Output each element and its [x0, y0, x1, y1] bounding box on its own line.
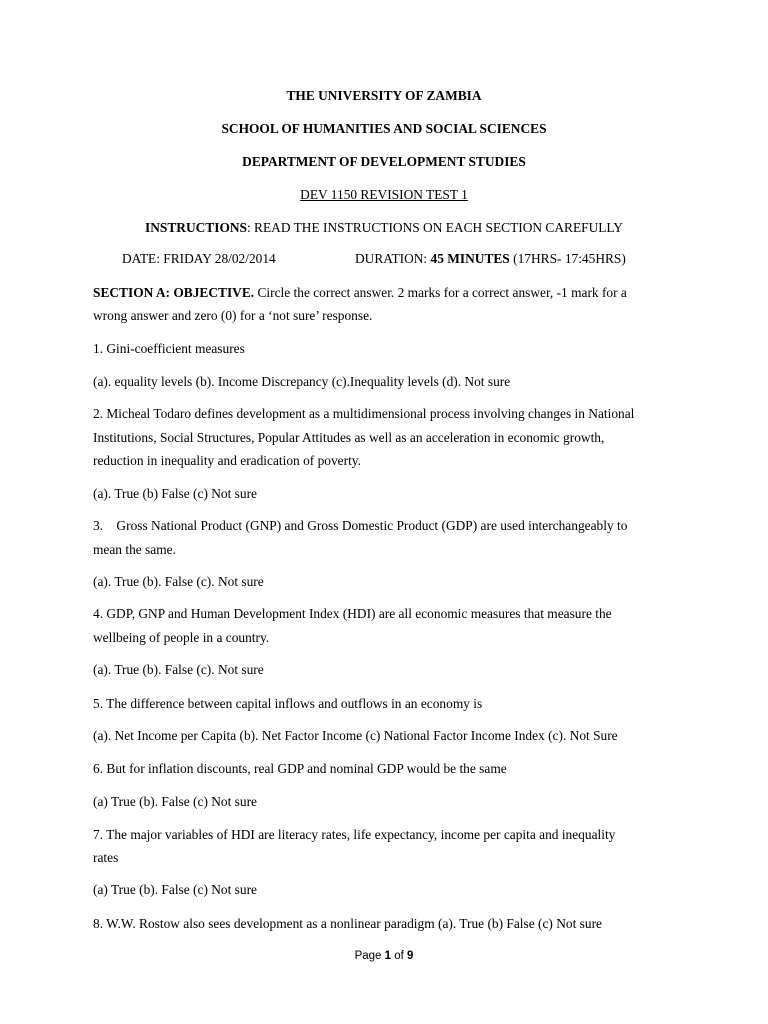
- page-word: Page: [354, 950, 385, 962]
- section-a-instruction: [93, 286, 627, 299]
- question-1-options: (a). equality levels (b). Income Discrepancy (c).Inequality levels (d). Not sure: [93, 374, 511, 389]
- question-4-text: 4. GDP, GNP and Human Development Index (HDI) are all economic measures that measure the: [93, 606, 612, 621]
- test-title-text: DEV 1150 REVISION TEST 1: [300, 187, 468, 202]
- question-5-text: 5. The difference between capital inflows and outflows in an economy is: [93, 696, 483, 711]
- duration-value: 45 MINUTES: [430, 251, 510, 266]
- page-current: 1: [384, 950, 392, 962]
- question-8-text: 8. W.W. Rostow also sees development as a nonlinear paradigm (a). True (b) False (c) Not sure: [93, 916, 602, 931]
- question-7-text-line2: rates: [93, 850, 119, 865]
- page-footer: [0, 951, 768, 963]
- question-7-text: 7. The major variables of HDI are literacy rates, life expectancy, income per capita and inequality: [93, 827, 616, 842]
- duration-time: (17HRS- 17:45HRS): [509, 251, 626, 266]
- question-6-options: (a) True (b). False (c) Not sure: [93, 794, 257, 809]
- school-title: SCHOOL OF HUMANITIES AND SOCIAL SCIENCES: [221, 121, 547, 136]
- duration-label: DURATION:: [355, 251, 431, 266]
- question-3-text: 3. Gross National Product (GNP) and Gross Domestic Product (GDP) are used interchangeably to: [93, 518, 628, 533]
- question-2-text: 2. Micheal Todaro defines development as a multidimensional process involving changes in National: [93, 406, 635, 421]
- section-a-instruction-cont: wrong answer and zero (0) for a ‘not sure’ response.: [93, 308, 373, 323]
- question-1-text: 1. Gini-coefficient measures: [93, 341, 245, 356]
- question-4-text-line2: wellbeing of people in a country.: [93, 630, 270, 645]
- question-4-options: (a). True (b). False (c). Not sure: [93, 662, 264, 677]
- page-total: 9: [407, 950, 414, 962]
- question-2-text-line3: reduction in inequality and eradication of poverty.: [93, 453, 361, 468]
- test-title: [0, 188, 768, 201]
- question-3-text-line2: mean the same.: [93, 542, 176, 557]
- exam-date: DATE: FRIDAY 28/02/2014: [122, 251, 276, 266]
- department-title: DEPARTMENT OF DEVELOPMENT STUDIES: [242, 154, 526, 169]
- instructions-text: : READ THE INSTRUCTIONS ON EACH SECTION CAREFULLY: [246, 220, 623, 235]
- question-7-options: (a) True (b). False (c) Not sure: [93, 882, 257, 897]
- question-2-options: (a). True (b) False (c) Not sure: [93, 486, 257, 501]
- section-a-label: SECTION A: OBJECTIVE.: [93, 285, 255, 300]
- university-title: THE UNIVERSITY OF ZAMBIA: [286, 88, 482, 103]
- of-word: of: [391, 950, 408, 962]
- question-2-text-line2: Institutions, Social Structures, Popular Attitudes as well as an acceleration in economic growth,: [93, 430, 605, 445]
- question-3-options: (a). True (b). False (c). Not sure: [93, 574, 264, 589]
- section-a-instruction-text: Circle the correct answer. 2 marks for a correct answer, -1 mark for a: [254, 285, 627, 300]
- question-6-text: 6. But for inflation discounts, real GDP and nominal GDP would be the same: [93, 761, 507, 776]
- instructions-line: [0, 221, 768, 234]
- question-5-options: (a). Net Income per Capita (b). Net Factor Income (c) National Factor Income Index (c). Not Sure: [93, 728, 618, 743]
- instructions-label: INSTRUCTIONS: [145, 220, 247, 235]
- exam-duration: [355, 252, 626, 265]
